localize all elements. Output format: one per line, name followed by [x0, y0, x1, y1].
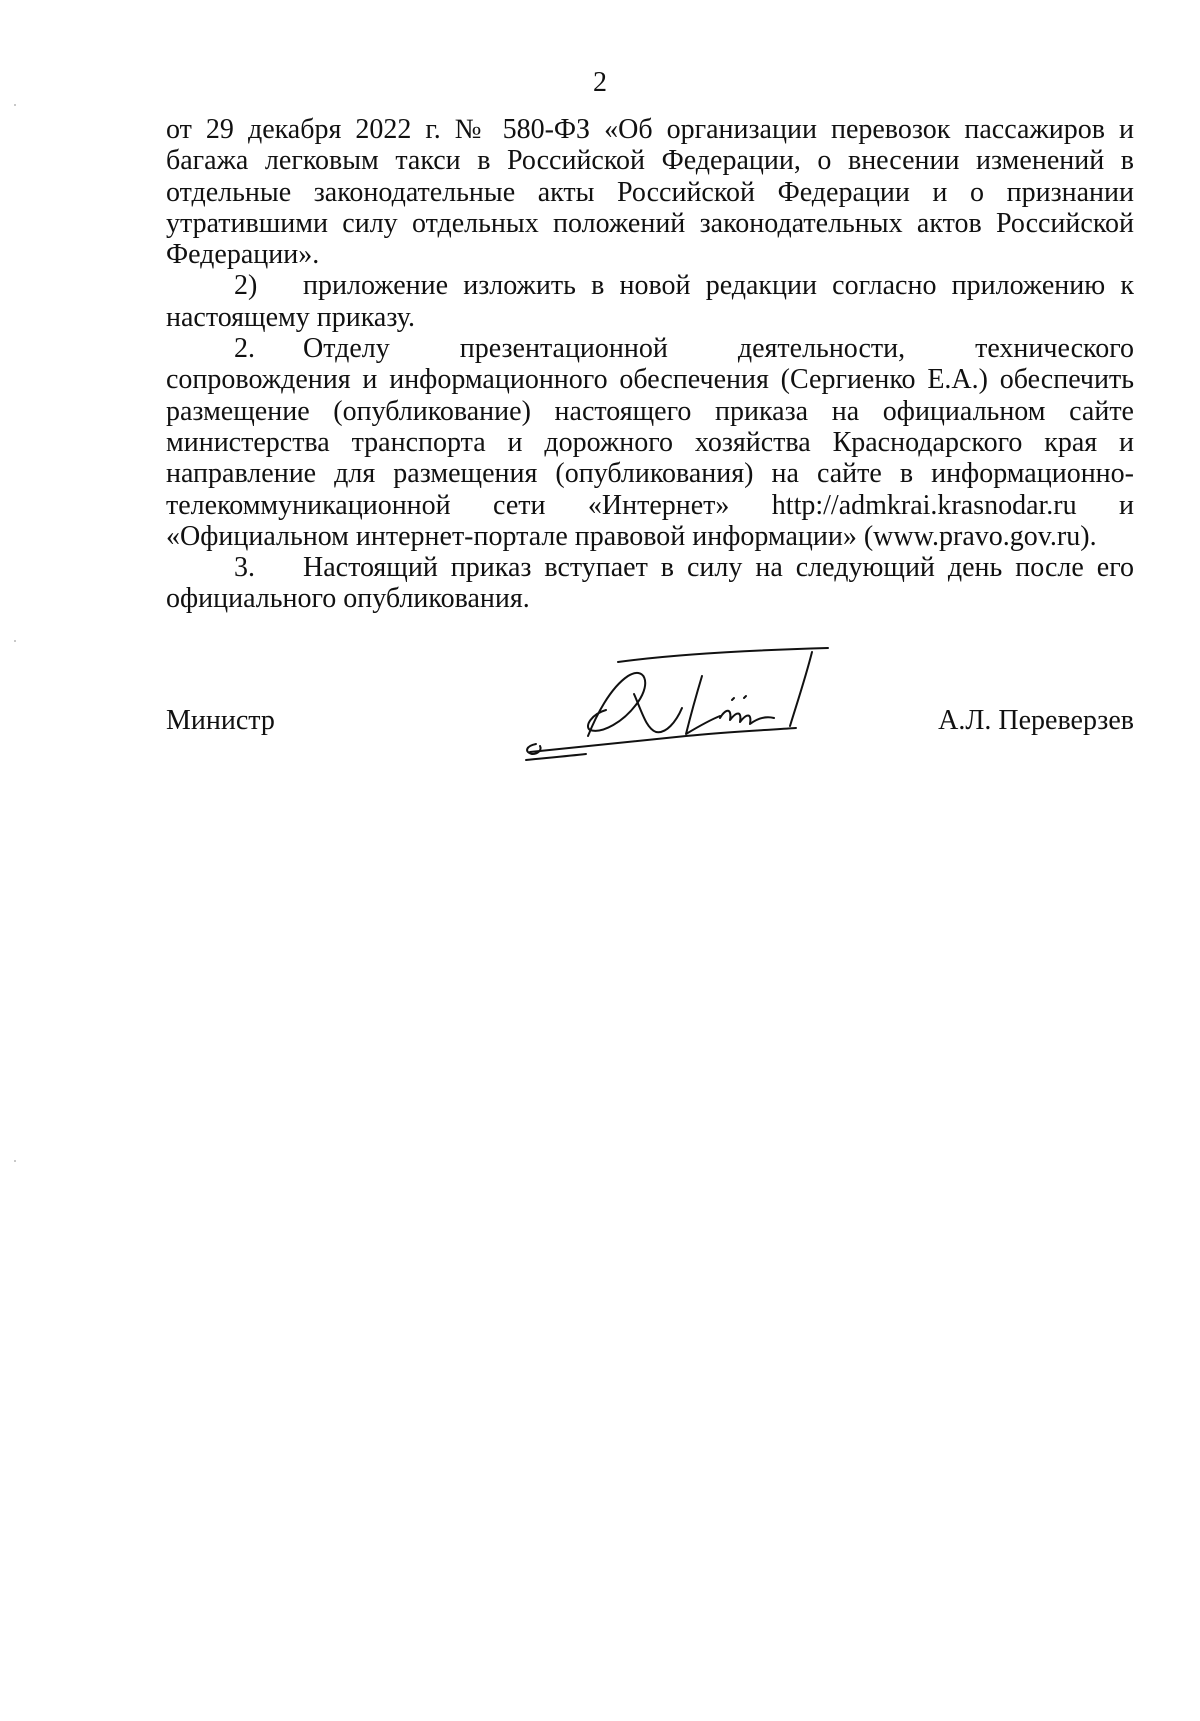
scan-speck — [14, 104, 16, 106]
point-number: 2. — [234, 333, 255, 365]
document-body — [166, 114, 1134, 615]
point-3 — [166, 552, 1134, 615]
list-item-2 — [166, 270, 1134, 333]
paragraph-continuation: от 29 декабря 2022 г. № 580-ФЗ «Об организации перевозок пассажиров и багажа легковым такси в Российской Федерации, о внесении изменений в отдельные законодательные акты Российской Федерации и о признании утратившими силу отдельных положений законодательных актов Российской Федерации». — [166, 114, 1134, 271]
point-2 — [166, 333, 1134, 552]
point-number: 3. — [234, 552, 255, 584]
signatory-name: А.Л. Переверзев — [938, 705, 1134, 736]
handwritten-signature — [506, 636, 866, 766]
signature-block — [166, 636, 1134, 766]
point-text: Настоящий приказ вступает в силу на следующий день после его официального опубликования. — [166, 552, 1134, 615]
signatory-position: Министр — [166, 705, 275, 736]
point-text: Отделу презентационной деятельности, технического сопровождения и информационного обеспечения (Сергиенко Е.А.) обеспечить размещение (опубликование) настоящего приказа на официальном сайте министерства транспорта и дорожного хозяйства Краснодарского края и направление для размещения (опубликования) на сайте в информационно-телекоммуникационной сети «Интернет» http://admkrai.krasnodar.ru и «Официальном интернет-портале правовой информации» (www.pravo.gov.ru). — [166, 333, 1134, 552]
scan-speck — [14, 640, 16, 642]
page-number: 2 — [593, 67, 607, 98]
scan-speck — [14, 1160, 16, 1162]
list-item-text: приложение изложить в новой редакции согласно приложению к настоящему приказу. — [166, 270, 1134, 333]
list-item-number: 2) — [234, 270, 258, 302]
